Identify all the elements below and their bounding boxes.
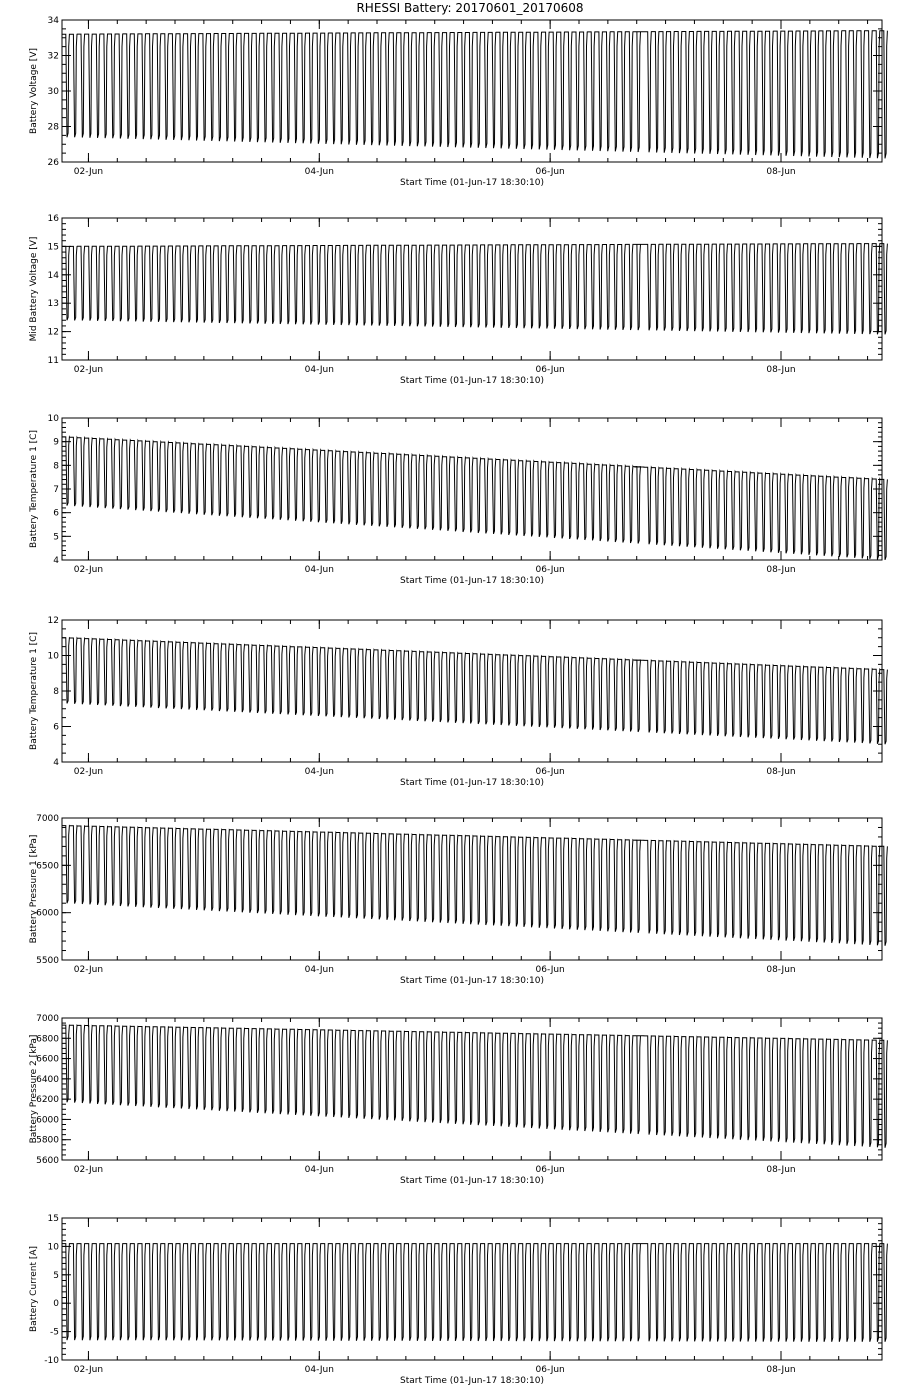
y-tick-label: 6800 [36, 1034, 59, 1045]
y-tick-label: -5 [50, 1327, 59, 1338]
y-tick-label: 7 [53, 485, 59, 495]
y-tick-label: 10 [47, 414, 59, 424]
x-tick-label: 06-Jun [535, 365, 565, 375]
series-line-7 [62, 1244, 887, 1342]
y-tick-label: 26 [47, 158, 59, 168]
y-tick-label: -10 [44, 1356, 59, 1366]
y-tick-label: 6 [53, 722, 59, 733]
series-line-6 [62, 1025, 887, 1148]
y-tick-label: 10 [47, 1242, 59, 1253]
y-axis-label: Mid Battery Voltage [V] [29, 236, 39, 342]
y-tick-label: 15 [47, 242, 59, 253]
x-tick-label: 02-Jun [73, 767, 104, 777]
x-tick-label: 06-Jun [535, 1365, 565, 1375]
y-tick-label: 16 [47, 214, 59, 224]
x-tick-label: 06-Jun [535, 965, 565, 975]
y-tick-label: 15 [47, 1214, 59, 1224]
x-tick-label: 06-Jun [535, 1165, 565, 1175]
x-tick-label: 04-Jun [304, 1165, 334, 1175]
y-tick-label: 11 [47, 356, 59, 366]
y-axis-label: Battery Current [A] [29, 1245, 39, 1333]
x-tick-label: 08-Jun [766, 1365, 796, 1375]
y-tick-label: 8 [53, 461, 59, 472]
x-tick-label: 06-Jun [535, 767, 565, 777]
y-axis-label: Battery Temperature 1 [C] [29, 430, 39, 548]
x-axis-label: Start Time (01-Jun-17 18:30:10) [400, 576, 544, 586]
x-axis-label: Start Time (01-Jun-17 18:30:10) [400, 178, 544, 188]
x-tick-label: 08-Jun [766, 965, 796, 975]
x-tick-label: 08-Jun [766, 767, 796, 777]
y-axis-label: Battery Pressure 1 [kPa] [29, 834, 39, 944]
x-axis-label: Start Time (01-Jun-17 18:30:10) [400, 376, 544, 386]
x-tick-label: 08-Jun [766, 167, 796, 177]
y-tick-label: 10 [47, 651, 59, 662]
x-tick-label: 04-Jun [304, 365, 334, 375]
x-tick-label: 04-Jun [304, 1365, 334, 1375]
y-tick-label: 5 [53, 532, 59, 543]
series-line-5 [62, 826, 887, 946]
y-tick-label: 13 [47, 299, 59, 310]
x-tick-label: 02-Jun [73, 1165, 104, 1175]
y-tick-label: 32 [47, 51, 59, 62]
y-tick-label: 5800 [36, 1135, 59, 1146]
x-axis-label: Start Time (01-Jun-17 18:30:10) [400, 976, 544, 986]
y-tick-label: 9 [53, 437, 59, 448]
y-tick-label: 6000 [36, 908, 59, 919]
x-tick-label: 02-Jun [73, 1365, 104, 1375]
x-axis-label: Start Time (01-Jun-17 18:30:10) [400, 1176, 544, 1186]
x-axis-label: Start Time (01-Jun-17 18:30:10) [400, 778, 544, 788]
x-tick-label: 04-Jun [304, 167, 334, 177]
figure-title: RHESSI Battery: 20170601_20170608 [356, 1, 584, 15]
y-tick-label: 28 [47, 122, 59, 133]
y-tick-label: 6500 [36, 861, 59, 872]
y-tick-label: 0 [53, 1299, 59, 1310]
x-tick-label: 08-Jun [766, 565, 796, 575]
y-tick-label: 5500 [36, 956, 59, 966]
x-tick-label: 02-Jun [73, 565, 104, 575]
x-tick-label: 04-Jun [304, 965, 334, 975]
y-tick-label: 6400 [36, 1074, 59, 1085]
y-tick-label: 6000 [36, 1115, 59, 1126]
y-axis-label: Battery Voltage [V] [29, 48, 39, 134]
y-tick-label: 6200 [36, 1095, 59, 1106]
y-tick-label: 34 [47, 16, 59, 26]
x-tick-label: 06-Jun [535, 565, 565, 575]
x-tick-label: 08-Jun [766, 365, 796, 375]
series-line-3 [62, 437, 887, 560]
y-tick-label: 6600 [36, 1054, 59, 1065]
x-tick-label: 08-Jun [766, 1165, 796, 1175]
y-tick-label: 5600 [36, 1156, 59, 1166]
series-line-2 [62, 244, 887, 335]
y-axis-label: Battery Pressure 2 [kPa] [29, 1034, 39, 1144]
y-tick-label: 4 [53, 758, 59, 768]
y-tick-label: 6 [53, 508, 59, 519]
x-tick-label: 02-Jun [73, 965, 104, 975]
x-tick-label: 04-Jun [304, 767, 334, 777]
y-tick-label: 5 [53, 1270, 59, 1281]
y-tick-label: 12 [47, 327, 59, 338]
y-axis-label: Battery Temperature 1 [C] [29, 632, 39, 750]
y-tick-label: 12 [47, 616, 59, 626]
y-tick-label: 7000 [36, 1014, 59, 1024]
series-line-1 [62, 31, 887, 159]
x-axis-label: Start Time (01-Jun-17 18:30:10) [400, 1376, 544, 1386]
y-tick-label: 7000 [36, 814, 59, 824]
y-tick-label: 14 [47, 270, 59, 281]
x-tick-label: 02-Jun [73, 365, 104, 375]
series-line-4 [62, 638, 887, 744]
y-tick-label: 8 [53, 687, 59, 697]
x-tick-label: 04-Jun [304, 565, 334, 575]
x-tick-label: 06-Jun [535, 167, 565, 177]
x-tick-label: 02-Jun [73, 167, 104, 177]
y-tick-label: 30 [47, 87, 59, 97]
y-tick-label: 4 [53, 556, 59, 566]
